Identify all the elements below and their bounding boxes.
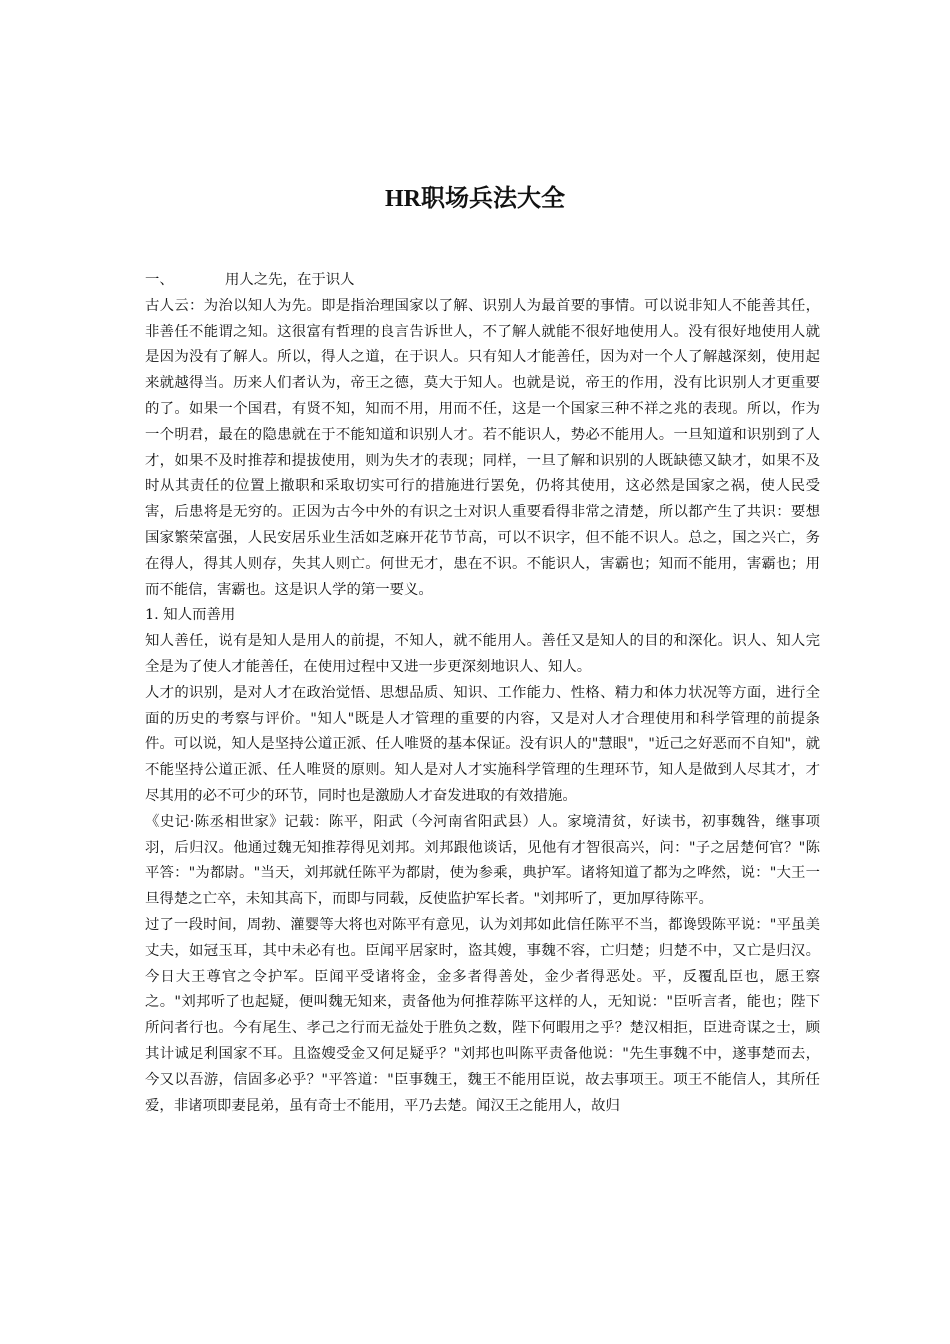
paragraph-zhoubo-guanying: 过了一段时间，周勃、灌婴等大将也对陈平有意见，认为刘邦如此信任陈平不当，都谗毁陈平说："平虽美丈夫，如冠玉耳，其中未必有也。臣闻平居家时，盗其嫂，事魏不容，亡归楚；归楚不中，又亡是归汉。今日大王尊官之令护军。臣闻平受诸将金，金多者得善处，金少者得恶处。平，反覆乱臣也，愿王察之。"刘邦听了也起疑，便叫魏无知来，责备他为何推荐陈平这样的人，无知说："臣听言者，能也；陛下所问者行也。今有尾生、孝己之行而无益处于胜负之数，陛下何暇用之乎？楚汉相拒，臣进奇谋之士，顾其计诚足利国家不耳。且盗嫂受金又何足疑乎？"刘邦也叫陈平责备他说："先生事魏不中，遂事楚而去，今又以吾游，信固多必乎？"平答道："臣事魏王，魏王不能用臣说，故去事项王。项王不能信人，其所任爱，非诸项即妻昆弟，虽有奇士不能用，平乃去楚。闻汉王之能用人，故归 (145, 916, 820, 1114)
paragraph-shiji-chenping: 《史记·陈丞相世家》记载：陈平，阳武（今河南省阳武县）人。家境清贫，好读书，初事魏咎，继事项羽，后归汉。他通过魏无知推荐得见刘邦。刘邦跟他谈话，见他有才智很高兴，问："子之居楚何官？"陈平答："为都尉。"当天，刘邦就任陈平为都尉，使为参乘，典护军。诸将知道了都为之哗然，说："大王一旦得楚之亡卒，未知其高下，而即与同载，反使监护军长者。"刘邦听了，更加厚待陈平。 (145, 813, 820, 908)
document-title: HR职场兵法大全 (385, 186, 565, 212)
document-body (145, 268, 820, 1119)
paragraph-intro: 古人云：为治以知人为先。即是指治理国家以了解、识别人为最首要的事情。可以说非知人不能善其任，非善任不能谓之知。这很富有哲理的良言告诉世人，不了解人就能不很好地使用人。没有很好地使用人就是因为没有了解人。所以，得人之道，在于识人。只有知人才能善任，因为对一个人了解越深刻，使用起来就越得当。历来人们者认为，帝王之德，莫大于知人。也就是说，帝王的作用，没有比识别人才更重要的了。如果一个国君，有贤不知，知而不用，用而不任，这是一个国家三种不祥之兆的表现。所以，作为一个明君，最在的隐患就在于不能知道和识别人才。若不能识人，势必不能用人。一旦知道和识别到了人才，如果不及时推荐和提拔使用，则为失才的表现；同样，一旦了解和识别的人既缺德又缺才，如果不及时从其责任的位置上撤职和采取切实可行的措施进行罢免，仍将其使用，这必然是国家之祸，使人民受害，后患将是无穷的。正因为古今中外的有识之士对识人重要看得非常之清楚，所以都产生了共识：要想国家繁荣富强，人民安居乐业生活如芝麻开花节节高，可以不识字，但不能不识人。总之，国之兴亡，务在得人，得其人则存，失其人则亡。何世无才，患在不识。不能识人，害霸也；知而不能用，害霸也；用而不能信，害霸也。这是识人学的第一要义。 (145, 297, 820, 598)
section-number: 一、 (145, 272, 174, 288)
subheading-know-and-use: 1. 知人而善用 (145, 607, 236, 624)
paragraph-know-and-appoint: 知人善任，说有是知人是用人的前提，不知人，就不能用人。善任又是知人的目的和深化。识人、知人完全是为了使人才能善任，在使用过程中又进一步更深刻地识人、知人。 (145, 633, 820, 675)
section-heading-text: 用人之先，在于识人 (225, 272, 355, 288)
paragraph-talent-identification: 人才的识别，是对人才在政治觉悟、思想品质、知识、工作能力、性格、精力和体力状况等方面，进行全面的历史的考察与评价。"知人"既是人才管理的重要的内容，又是对人才合理使用和科学管理的前提条件。可以说，知人是坚持公道正派、任人唯贤的基本保证。没有识人的"慧眼"，"近己之好恶而不自知"，就不能坚持公道正派、任人唯贤的原则。知人是对人才实施科学管理的生理环节，知人是做到人尽其才，才尽其用的必不可少的环节，同时也是激励人才奋发进取的有效措施。 (145, 684, 820, 804)
section-heading (145, 268, 820, 294)
